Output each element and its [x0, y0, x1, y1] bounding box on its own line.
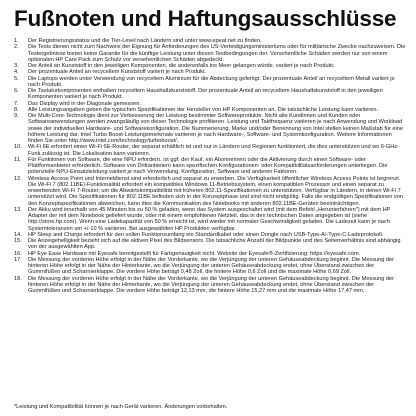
- footnote-number: 16.: [14, 250, 22, 257]
- footnote-item: [14, 257, 406, 276]
- footnote-number: 3.: [14, 63, 19, 69]
- footnote-item: [14, 88, 406, 101]
- footnote-item: [14, 157, 406, 176]
- footnote-text: Der Anteil an Kunststoff in den jeweiligen Komponenten, die anderenfalls ins Meer gelangen würde, variiert je nach Produkt.: [28, 63, 335, 69]
- footnote-item: [14, 144, 406, 157]
- footnote-number: 2.: [14, 44, 19, 51]
- footnote-number: 15.: [14, 238, 22, 244]
- footnote-number: 11.: [14, 156, 22, 163]
- footnote-text: Alle Leistungsangaben geben die typischen Spezifikationen der Hersteller von HP Komponenten an. Die tatsächliche Leistung kann variieren.: [28, 106, 379, 113]
- footnote-number: 18.: [14, 275, 22, 282]
- footnote-number: 7.: [14, 100, 19, 107]
- footnote-list: [14, 38, 406, 294]
- footnote-number: 6.: [14, 88, 19, 94]
- footnote-item: [14, 176, 406, 207]
- footnote-number: 5.: [14, 75, 19, 82]
- footnote-number: 8.: [14, 106, 19, 113]
- footnote-number: 9.: [14, 113, 19, 119]
- footnote-text: Die Tests dienen nicht zum Nachweis der Eignung für Anforderungen des US-Verteidigungsministeriums oder für militärische Zwecke nachzuweisen. Die Testergebnisse bieten keine Garantie für die künftige Leistung unter diesen Testbedingungen der. Versehentliche Schäden werden nur von einem optionalen HP Care Pack zum Schutz vor versehentlichen Schäden abgedeckt.: [28, 44, 406, 63]
- footnote-item: [14, 207, 406, 232]
- footnote-text: Das Display wird in der Diagonale gemessen.: [28, 100, 141, 107]
- footnote-text: Wi-Fi 6E erfordert einen Wi-Fi 6E-Router, der separat erhältlich ist und nur in Ländern und Regionen funktioniert, die dies unterstützen und wo 6-GHz-Funk zulässig ist. Die Lokalisation kann variieren.: [28, 144, 399, 157]
- footnote-number: 4.: [14, 69, 19, 76]
- footnote-text: Die Laptops werden unter Verwendung von recyceltem Aluminium für die Abdeckung gefertigt. Der prozentuale Anteil an recyceltem Metall variiert je nach Produkt.: [28, 75, 395, 88]
- footnote-item: [14, 113, 406, 144]
- footnote-text: Die Multi-Core-Technologie dient zur Verbesserung der Leistung bestimmter Softwareprodukte. Nicht alle Kundinnen und Kunden oder Softwareanwendungen werden zwangsläufig von dieser Technologie profitieren. Leistung und Taktfrequenz variieren je nach Anwendung und Workload sowie der individuellen Hardware- und Softwarekonfiguration. Die Nummerierung, Marke und/oder Benennung von Intel stellen keinen Maßstab für eine höhere Leistung dar. Intel Turbo Boost-Leistungsmerkmale variieren je nach Hardware-, Software- und Systemkonfiguration. Weitere Informationen finden Sie unter http://www.intel.com/technology/turboboost/.: [28, 113, 403, 144]
- disclaimer: *Leistung und Kompatibilität können je nach Gerät variieren. Änderungen vorbehalten.: [14, 403, 228, 410]
- footnote-text: Der Registrierungsstatus und die Tier-Level nach Ländern sind unter www.epeat.net zu finden.: [28, 38, 262, 44]
- footnote-text: Der prozentuale Anteil an recyceltem Kunststoff variiert je nach Produkt.: [28, 69, 207, 76]
- footnote-number: 14.: [14, 231, 22, 238]
- footnote-text: Der Akku wird innerhalb von 45 Minuten bis zu 50 % geladen, wenn das System ausgeschaltet wird (mit dem Befehl „Herunterfahren") mit dem HP Adapter der mit dem Notebook geliefert wurde, oder mit einem empfohlenen Netzteil, das in den technischen Daten angegeben ist (siehe http://store.hp.com). Wenn eine Ladekapazität von 50 % erreicht ist, wird wieder mit normaler Geschwindigkeit geladen. Die Ladezeit kann je nach Systemtoleranzen um +/-10 % variieren. Bei ausgewählten HP Produkten verfügbar.: [28, 206, 391, 232]
- footnote-text: Für Funktionen von Software, die eine NPU erfordern, ist ggf. der Kauf, ein Abonnement oder die Aktivierung durch einen Software- oder Plattformanbieter erforderlich. Software von Drittanbietern kann spezifischen Konfigurationen- oder Kompatibilitätsanforderungen unterliegen. Die potenzielle NPU-Einsatzleistung variiert je nach Verwendung, Konfiguration, Software und anderen Faktoren.: [28, 156, 388, 176]
- footnote-item: [14, 44, 406, 63]
- footnote-number: 17.: [14, 256, 22, 263]
- footnote-text: Die Messung der vorderen Höhe erfolgt in der Nähe der Vorderkante, wo die Verjüngung der unteren Gehäuseabdeckung beginnt. Die Messung der hinteren Höhe erfolgt in der Nähe der Hinterkante, wo die Verjüngung der unteren Gehäuseabdeckung endet, ohne Überstand zwischen der Gummifüßen und Scharnierklappe. Die vordere Höhe beträgt 12,13 mm, die hintere Höhe 15,27 mm und die maximale Höhe 17,47 mm.: [28, 275, 394, 294]
- footnote-number: 1.: [14, 38, 19, 44]
- page-title: Fußnoten und Haftungsausschlüsse: [14, 6, 397, 31]
- footnote-text: Die Tastaturkomponenten enthalten recyceltem Haushaltskunststoff. Der prozentuale Anteil an recyceltem Haushaltskunststoff in den jeweiligen Komponenten variiert je nach Produkt.: [28, 88, 383, 101]
- footnote-number: 13.: [14, 206, 22, 213]
- footnote-number: 10.: [14, 144, 22, 151]
- footnote-number: 12.: [14, 175, 22, 182]
- footnote-item: [14, 238, 406, 251]
- footnote-item: [14, 76, 406, 89]
- footnote-text: Wireless Access Point und Internetdienst sind erforderlich und separat zu erwerben. Die Verfügbarkeit öffentlicher Wireless Access Points ist begrenzt. Die Wi-Fi 7 (802.11BE)-Funktionalität erfordert ein kompatibles Windows 11-Betriebssystem, einen kompatiblen Prozessor und einen separat zu erwerbenden Wi-Fi 7-Router, um die Abwärtskompatibilität mit früheren 802.11-Spezifikationen zu unterstützen. Verfügbar in Ländern, in denen Wi-Fi 7 unterstützt wird. Die Spezifikationen für 802.11BE befinden sich in der Konzeptphase und sind nicht endgültig. Falls die endgültigen Spezifikationen von den Konzeptspezifikationen abweichen, kann dies die Kommunikation des Notebooks mit anderen 802.11BE-Geräten beeinträchtigen.: [28, 175, 403, 207]
- footnote-text: Die Anzeigehelligkeit bezieht sich auf die aktiven Pixel des Bildsensors. Die tatsächliche Anzahl der Bildpunkte und des Seitenverhältnis sind abhängig von der ausgewählten App.: [28, 238, 401, 251]
- footnote-text: Die Messung der vorderen Höhe erfolgt in der Nähe der Vorderkante, wo die Verjüngung der unteren Gehäuseabdeckung beginnt. Die Messung der hinteren Höhe erfolgt in der Nähe der Hinterkante, wo die Verjüngung der unteren Gehäuseabdeckung endet, ohne Überstand zwischen der Gummifüßen und Scharnierklappe. Die vordere Höhe beträgt 0,48 Zoll, die hintere Höhe 0,6 Zoll und die maximale Höhe 0,69 Zoll.: [28, 256, 394, 276]
- footnote-text: HP Sleep and Charge erfordert für den vollen Funktionsumfang ein Standardkabel oder einen Dongle nach USB-Type-A/-Type-C-Ladeprotokoll.: [28, 231, 384, 238]
- footnote-item: [14, 276, 406, 295]
- footnote-text: HP Eye Ease Hardware mit Eyesafe bereitgestellt für Farbgenauigkeit nicht. Website der Eyesafe®-Zertifizierung: https://eyesafe.com.: [28, 250, 361, 257]
